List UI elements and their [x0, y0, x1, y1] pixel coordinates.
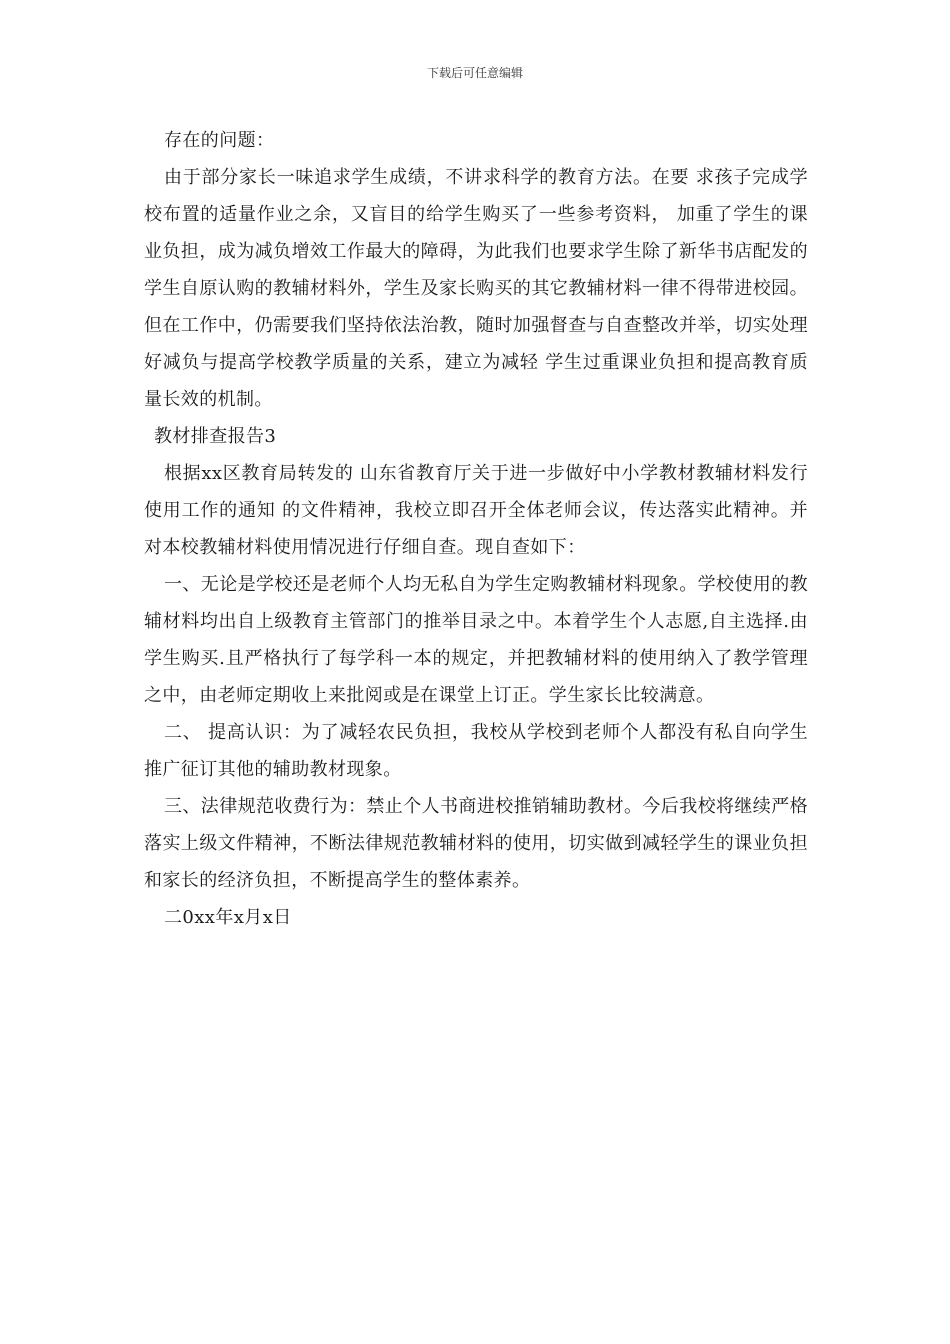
item-three-paragraph: 三、法律规范收费行为：禁止个人书商进校推销辅助教材。今后我校将继续严格落实上级文件精神，不断法律规范教辅材料的使用，切实做到减轻学生的课业负担和家长的经济负担，不断提高学生的整体素养。 — [144, 796, 808, 891]
problems-heading: 存在的问题： — [164, 130, 275, 151]
problems-paragraph: 由于部分家长一味追求学生成绩，不讲求科学的教育方法。在要 求孩子完成学校布置的适量作业之余，又盲目的给学生购买了一些参考资料， 加重了学生的课业负担，成为减负增效工作最大的障碍，为此我们也要求学生除了新华书店配发的学生自原认购的教辅材料外，学生及家长购买的其它教辅材料一律不得带进校园。但在工作中，仍需要我们坚持依法治教，随时加强督查与自查整改并举，切实处理好减负与提高学校教学质量的关系，建立为减轻 学生过重课业负担和提高教育质量长效的机制。 — [144, 167, 808, 410]
intro-paragraph: 根据xx区教育局转发的 山东省教育厅关于进一步做好中小学教材教辅材料发行使用工作的通知 的文件精神，我校立即召开全体老师会议，传达落实此精神。并对本校教辅材料使用情况进行仔细自查。现自查如下： — [144, 463, 808, 558]
report-title: 教材排查报告3 — [154, 426, 277, 447]
item-one-paragraph: 一、无论是学校还是老师个人均无私自为学生定购教辅材料现象。学校使用的教辅材料均出自上级教育主管部门的推举目录之中。本着学生个人志愿,自主选择.由学生购买.且严格执行了每学科一本的规定，并把教辅材料的使用纳入了教学管理之中，由老师定期收上来批阅或是在课堂上订正。学生家长比较满意。 — [144, 574, 808, 706]
item-two-paragraph: 二、 提高认识：为了减轻农民负担，我校从学校到老师个人都没有私自向学生推广征订其他的辅助教材现象。 — [144, 722, 808, 780]
date-line: 二0xx年x月x日 — [164, 907, 292, 928]
page-header: 下载后可任意编辑 — [426, 66, 523, 80]
document-body — [144, 122, 808, 936]
